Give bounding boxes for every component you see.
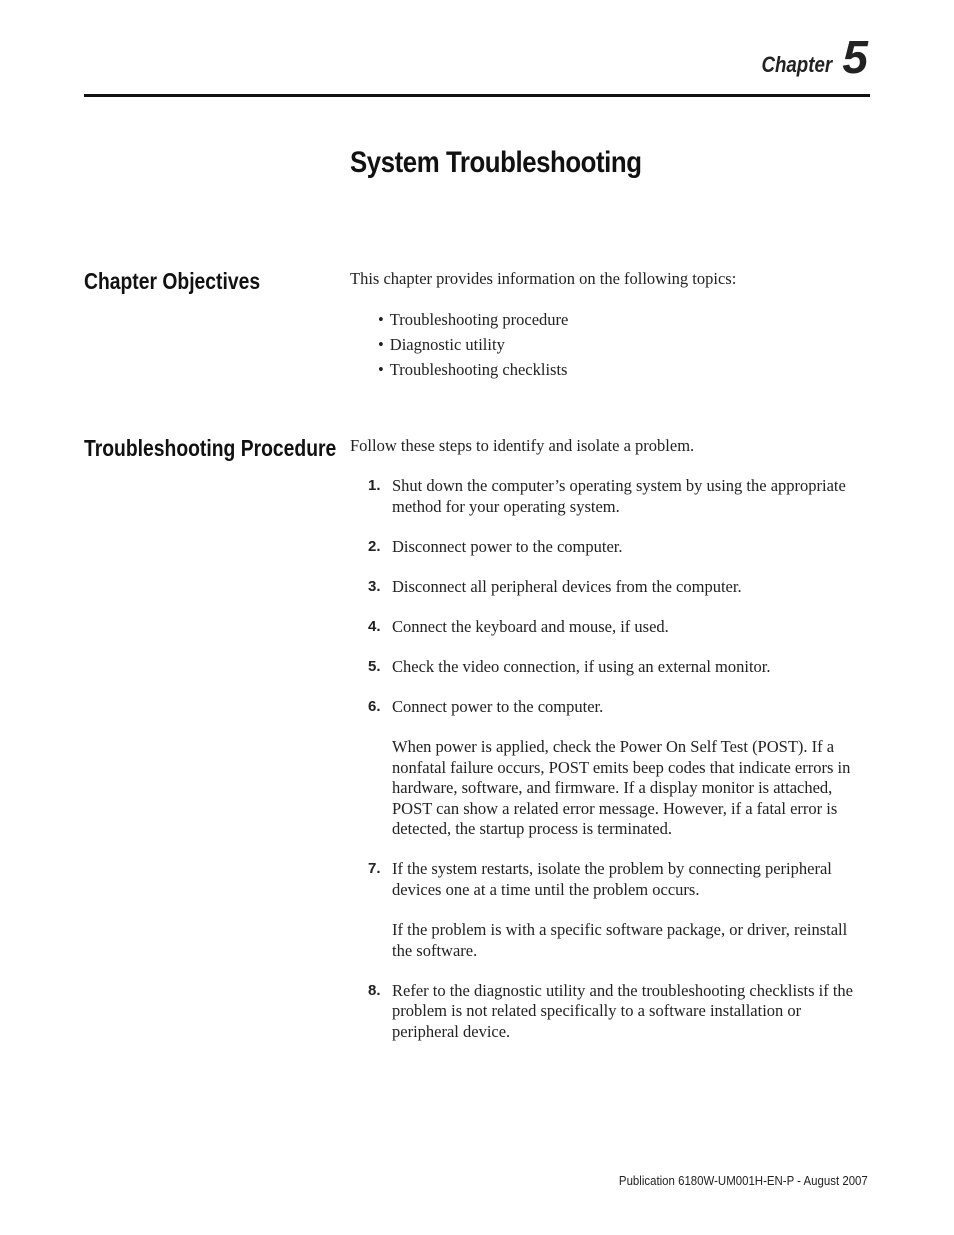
step-text: Disconnect all peripheral devices from the computer. [392,576,742,596]
section-heading-procedure: Troubleshooting Procedure [84,435,337,461]
publication-footer: Publication 6180W-UM001H-EN-P - August 2007 [619,1173,868,1188]
step-number: 7. [368,860,381,877]
step-7 [368,859,870,961]
step-note: When power is applied, check the Power On Self Test (POST). If a nonfatal failure occurs, POST emits beep codes that indicate errors in hardware, software, and firmware. If a display monitor is attached, POST can show a related error message. However, if a fatal error is detected, the startup process is terminated. [392,737,851,838]
step-note: If the problem is with a specific software package, or driver, reinstall the software. [392,920,848,960]
step-2 [368,537,870,558]
chapter-header [749,31,868,83]
objectives-intro: This chapter provides information on the following topics: [350,269,737,288]
step-8 [368,981,870,1043]
step-text: If the system restarts, isolate the problem by connecting peripheral devices one at a time until the problem occurs. [392,859,832,899]
step-number: 8. [368,981,381,999]
step-text: Shut down the computer’s operating system by using the appropriate method for your operating system. [392,476,846,516]
list-item: • Troubleshooting checklists [378,360,568,385]
page-title: System Troubleshooting [350,146,642,179]
step-text: Connect the keyboard and mouse, if used. [392,616,669,636]
step-text: Connect power to the computer. [392,696,604,716]
step-number: 3. [368,577,381,595]
step-5 [368,657,870,678]
procedure-steps [368,476,870,1062]
step-6 [368,697,870,840]
chapter-number: 5 [842,31,868,83]
step-number: 6. [368,697,381,715]
step-1 [368,476,870,517]
header-rule [84,94,870,97]
section-heading-objectives: Chapter Objectives [84,268,261,294]
step-number: 2. [368,537,381,555]
objectives-list [378,310,568,385]
list-item: • Diagnostic utility [378,335,568,360]
step-number: 5. [368,657,381,675]
step-text: Refer to the diagnostic utility and the troubleshooting checklists if the problem is not related specifically to a software installation or peripheral device. [392,980,853,1041]
step-text: Disconnect power to the computer. [392,536,623,556]
step-number: 4. [368,617,381,635]
step-3 [368,577,870,598]
step-text: Check the video connection, if using an external monitor. [392,656,771,676]
list-item: • Troubleshooting procedure [378,310,568,335]
procedure-intro: Follow these steps to identify and isolate a problem. [350,436,695,455]
step-number: 1. [368,477,381,494]
step-4 [368,617,870,638]
chapter-label: Chapter [761,52,833,77]
